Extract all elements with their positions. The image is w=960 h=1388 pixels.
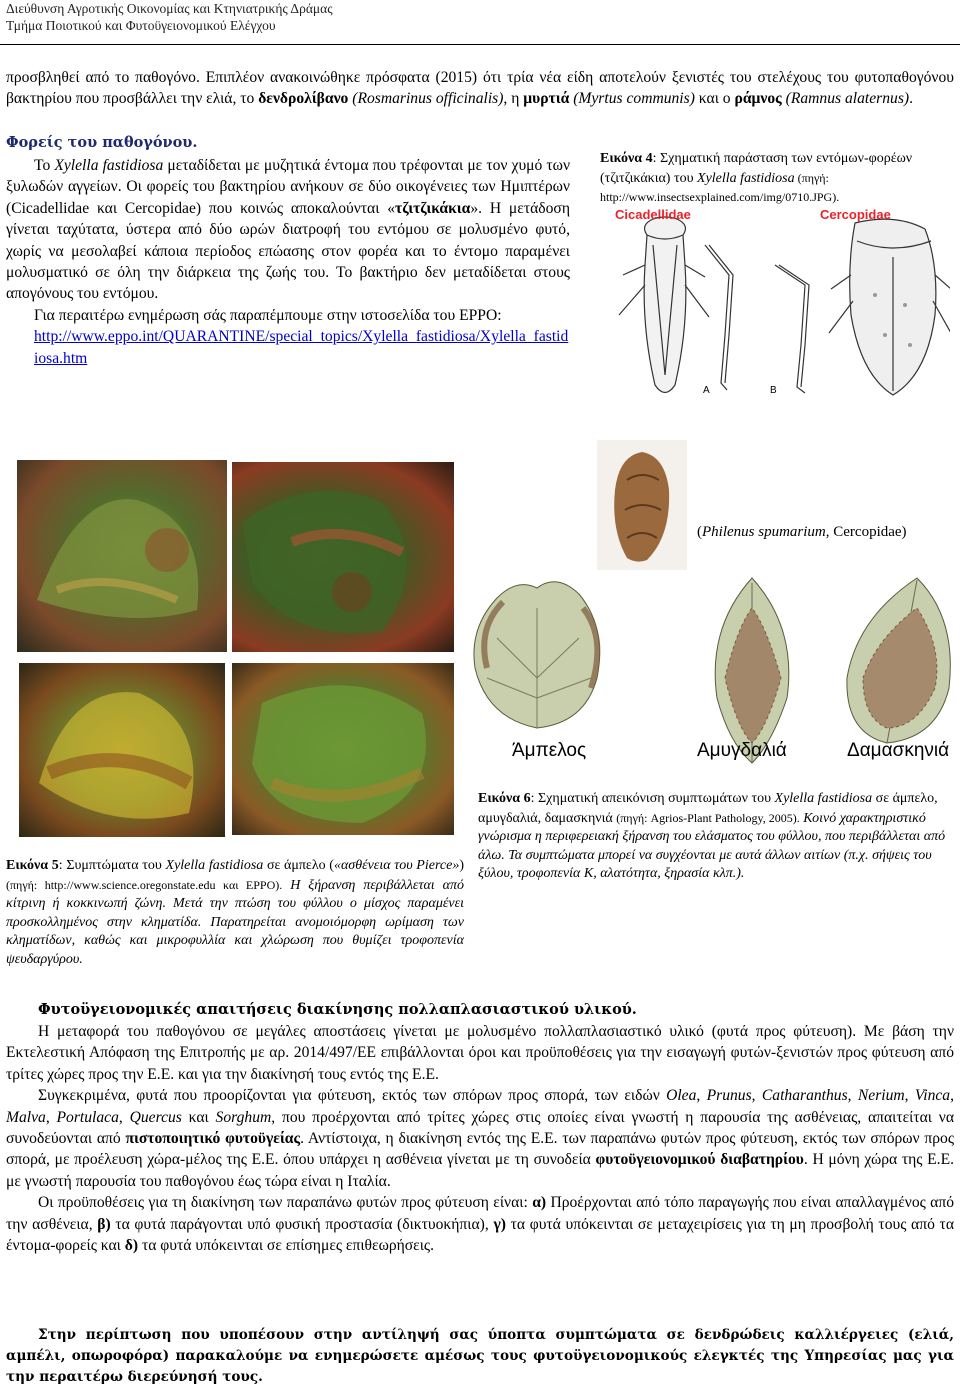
req-text: τα φυτά υπόκεινται σε επίσημες επιθεωρήσεις. bbox=[138, 1237, 434, 1255]
fig5-text: σε άμπελο ( bbox=[263, 858, 334, 873]
requirements-p1: Η μεταφορά του παθογόνου σε μεγάλες αποστάσεις γίνεται με μολυσμένο πολλαπλασιαστικό υλικό (φυτά προς φύτευση). Με βάση την Εκτελεστική Απόφαση της Επιτροπής με αρ. 2014/497/ΕΕ επιβάλλονται όροι και προϋποθέσεις για την εισαγωγή φυτών-ξενιστών προς φύτευση από τρίτες χώρες προς την Ε.Ε. και για την διακίνησή τους εντός της Ε.Ε. bbox=[6, 1023, 954, 1083]
grapevine-photo-1 bbox=[17, 460, 227, 652]
philenus-open: ( bbox=[697, 524, 702, 540]
genus-malva: Malva bbox=[6, 1108, 46, 1126]
eppo-text: Για περαιτέρω ενημέρωση σάς παραπέμπουμε στην ιστοσελίδα του EPPO: bbox=[34, 306, 502, 324]
fig5-text: ) bbox=[459, 858, 464, 873]
genus-quercus: Quercus bbox=[129, 1108, 182, 1126]
plant-rosmarinus-latin: (Rosmarinus officinalis) bbox=[352, 90, 504, 108]
genus-catharanthus: Catharanthus bbox=[761, 1087, 848, 1105]
philenus-photo bbox=[597, 440, 687, 570]
intro-text: προσβληθεί από το παθογόνο. Επιπλέον ανακοινώθηκε πρόσφατα (2015) ότι τρία νέα είδη αποτελούν ξενιστές του στελέχους του φυτοπαθογόνου βακτηρίου που προσβάλλει την ελιά, το bbox=[6, 69, 954, 108]
req-sep: , bbox=[751, 1087, 762, 1105]
plant-ramnus: ράμνος bbox=[734, 90, 782, 108]
req-and: και bbox=[181, 1108, 216, 1126]
intro-text: , η bbox=[503, 90, 524, 108]
fig5-disease: «ασθένεια του Pierce» bbox=[333, 858, 460, 873]
req-sep: , bbox=[847, 1087, 858, 1105]
fig5-description: Η ξήρανση περιβάλλεται από κίτρινη ή κοκκινωπή ζώνη. Μετά την πτώση του φύλλου ο μίσχος παραμένει προσκολλημένος στην κληματίδα. Παρατηρείται ανομοιόμορφη ωρίμαση των κληματίδων, καθώς και μικροφυλλία και χλώρωση που θυμίζει τροφοπενία ψευδαργύρου. bbox=[6, 877, 465, 967]
fig6-description: Κοινό χαρακτηριστικό γνώρισμα η περιφερειακή ξήρανση του ελάσματος του φύλλου, που περιβάλλεται από άλω. Τα συμπτώματα μπορεί να συγχέονται με αυτά άλλων αιτίων (π.χ. σήψεις του ξύλου, τροφοπενία Κ, αλατότητα, ξηρασία κλπ.). bbox=[478, 810, 946, 881]
fig4-species: Xylella fastidiosa bbox=[697, 170, 795, 186]
vectors-text: μεταδίδεται με μυζητικά έντομα που τρέφονται με τον χυμό των ξυλωδών αγγείων. Οι φορείς του βακτηρίου ανήκουν σε δύο οικογένειες των Ημιπτέρων (Cicadellidae και Cercopidae) που κοινώς αποκαλούνται « bbox=[6, 157, 570, 217]
philenus-rest: , Cercopidae) bbox=[825, 524, 907, 540]
final-notice: Στην περίπτωση που υποπέσουν στην αντίληψή σας ύποπτα συμπτώματα σε δενδρώδεις καλλιέργειες (ελιά, αμπέλι, οπωροφόρα) παρακαλούμε να ενημερώσετε αμέσως τους φυτοϋγειονομικούς ελεγκτές της Υπηρεσίας μας για την περαιτέρω διερεύνησή τους. bbox=[6, 1327, 954, 1385]
genus-portulaca: Portulaca bbox=[56, 1108, 119, 1126]
fig6-label: Εικόνα 6 bbox=[478, 791, 531, 806]
fig6-label-vine: Άμπελος bbox=[512, 740, 587, 761]
grapevine-photo-2 bbox=[232, 462, 454, 652]
fig6-leaf-drawings bbox=[467, 568, 957, 768]
req-sep: , bbox=[696, 1087, 707, 1105]
genus-nerium: Nerium bbox=[857, 1087, 905, 1105]
intro-text: . bbox=[909, 90, 913, 108]
requirements-p2 bbox=[6, 1085, 954, 1192]
req-sep: , bbox=[45, 1108, 57, 1126]
fig6-text: : Σχηματική απεικόνιση συμπτωμάτων του bbox=[530, 791, 775, 806]
cond-c: γ) bbox=[493, 1215, 506, 1233]
fig4-mark-b: B bbox=[770, 385, 777, 396]
cond-a: α) bbox=[532, 1194, 547, 1212]
req-text: Οι προϋποθέσεις για τη διακίνηση των παραπάνω φυτών προς φύτευση είναι: bbox=[38, 1194, 533, 1212]
intro-paragraph bbox=[6, 67, 954, 110]
req-text: . Η μόνη χώρα της Ε.Ε. με γνωστή παρουσία του παθογόνου έως τώρα είναι η Ιταλία. bbox=[6, 1151, 954, 1190]
genus-olea: Olea bbox=[666, 1087, 697, 1105]
fig5-caption bbox=[6, 857, 464, 969]
req-sep: , bbox=[904, 1087, 915, 1105]
grapevine-photo-3 bbox=[19, 663, 225, 837]
eppo-paragraph bbox=[6, 305, 570, 326]
vectors-text: Το bbox=[34, 157, 55, 174]
req-text: Προέρχονται από τόπο παραγωγής που είναι απαλλαγμένος από την ασθένεια, bbox=[6, 1194, 955, 1233]
fig6-species: Xylella fastidiosa bbox=[774, 791, 873, 806]
req-text: , που προέρχονται από τρίτες χώρες στις οποίες είναι γνωστή η παρουσία της ασθένειας, απαιτείται να συνοδεύονται από bbox=[6, 1108, 955, 1148]
plant-passport: φυτοϋγειονομικού διαβατηρίου bbox=[595, 1151, 804, 1169]
cond-b: β) bbox=[97, 1215, 111, 1233]
fig5-label: Εικόνα 5 bbox=[6, 858, 59, 873]
fig6-text: σε άμπελο, αμυγδαλιά, δαμασκηνιά bbox=[478, 791, 938, 826]
vectors-heading: Φορείς του παθογόνου. bbox=[6, 134, 198, 151]
req-text: Συγκεκριμένα, φυτά που προορίζονται για φύτευση, εκτός των σπόρων προς σπορά, των ειδών bbox=[38, 1087, 667, 1105]
fig6-label-almond: Αμυγδαλιά bbox=[697, 740, 787, 761]
plant-rosmarinus: δενδρολίβανο bbox=[258, 90, 349, 108]
tzitzikakia-term: τζιτζικάκια bbox=[395, 199, 471, 217]
plant-myrtus: μυρτιά bbox=[523, 90, 570, 108]
genus-prunus: Prunus bbox=[706, 1087, 752, 1105]
header-line-1: Διεύθυνση Αγροτικής Οικονομίας και Κτηνιατρικής Δράμας bbox=[6, 1, 333, 16]
req-sep: , bbox=[118, 1108, 130, 1126]
requirements-section bbox=[6, 1001, 954, 1256]
eppo-link-row bbox=[6, 326, 570, 369]
xylella-name: Xylella fastidiosa bbox=[54, 157, 164, 174]
eppo-link[interactable]: http://www.eppo.int/QUARANTINE/special_topics/Xylella_fastidiosa/Xylella_fastidiosa.htm bbox=[34, 328, 569, 367]
req-text: τα φυτά παράγονται υπό φυσική προστασία (δικτυοκήπια), bbox=[110, 1215, 494, 1233]
fig4-source: (πηγή: http://www.insectsexplained.com/img/0710.JPG). bbox=[600, 170, 840, 204]
fig6-caption bbox=[478, 790, 956, 884]
fig4-text: : Σχηματική παράσταση των εντόμων-φορέων (τζιτζικάκια) του bbox=[600, 151, 913, 186]
vectors-section bbox=[6, 134, 570, 369]
fig4-caption bbox=[600, 150, 952, 208]
header-divider bbox=[0, 44, 960, 45]
plant-myrtus-latin: (Myrtus communis) bbox=[573, 90, 695, 108]
vectors-paragraph bbox=[6, 155, 570, 305]
req-sep: , bbox=[950, 1087, 955, 1105]
fig4-label: Εικόνα 4 bbox=[600, 151, 653, 166]
vectors-text: ». Η μετάδοση γίνεται ταχύτατα, ύστερα από δύο ωρών διατροφή του εντόμου σε μολυσμένο φυτό, χωρίς να μεσολαβεί κάποια περίοδος επώασης στον φορέα και το έντομο παραμένει μολυσματικό σε όλη την διάρκεια της ζωής του. Το βακτήριο δεν μεταδίδεται στους απογόνους του εντόμου. bbox=[6, 199, 570, 303]
phytosanitary-certificate: πιστοποιητικό φυτοϋγείας bbox=[125, 1130, 301, 1148]
fig4-insect-drawing bbox=[605, 205, 950, 415]
cond-d: δ) bbox=[124, 1237, 139, 1255]
philenus-caption bbox=[697, 523, 907, 542]
genus-vinca: Vinca bbox=[914, 1087, 951, 1105]
plant-ramnus-latin: (Ramnus alaternus) bbox=[785, 90, 910, 108]
requirements-p3 bbox=[6, 1192, 954, 1256]
genus-sorghum: Sorghum bbox=[215, 1108, 272, 1126]
intro-text: και ο bbox=[694, 90, 735, 108]
req-text: τα φυτά υπόκεινται σε μεταχειρίσεις για τη μη προσβολή τους από τα έντομα-φορείς και bbox=[6, 1215, 954, 1255]
fig6-source: (πηγή: Agrios-Plant Pathology, 2005). bbox=[616, 810, 800, 825]
requirements-heading: Φυτοϋγειονομικές απαιτήσεις διακίνησης πολλαπλασιαστικού υλικού. bbox=[38, 1001, 637, 1018]
fig4-right-family: Cercopidae bbox=[820, 207, 891, 222]
req-text: . Αντίστοιχα, η διακίνηση εντός της Ε.Ε. των παραπάνω φυτών προς φύτευση, εκτός των σπόρων προς σπορά, με προέλευση χώρα-μέλος της Ε.Ε. όπου υπάρχει η ασθένεια γίνεται με τη συνοδεία bbox=[6, 1130, 954, 1169]
fig4-left-family: Cicadellidae bbox=[615, 207, 691, 222]
page-header bbox=[6, 0, 333, 34]
grapevine-photo-4 bbox=[232, 663, 454, 835]
fig5-text: : Συμπτώματα του bbox=[58, 858, 166, 873]
philenus-species: Philenus spumarium bbox=[702, 524, 826, 540]
fig6-label-plum: Δαμασκηνιά bbox=[847, 740, 950, 761]
fig5-species: Xylella fastidiosa bbox=[165, 858, 264, 873]
fig4-mark-a: A bbox=[703, 385, 710, 396]
fig5-source: (πηγή: http://www.science.oregonstate.edu και EPPO). bbox=[6, 877, 283, 892]
header-line-2: Τμήμα Ποιοτικού και Φυτοϋγειονομικού Ελέγχου bbox=[6, 18, 276, 33]
